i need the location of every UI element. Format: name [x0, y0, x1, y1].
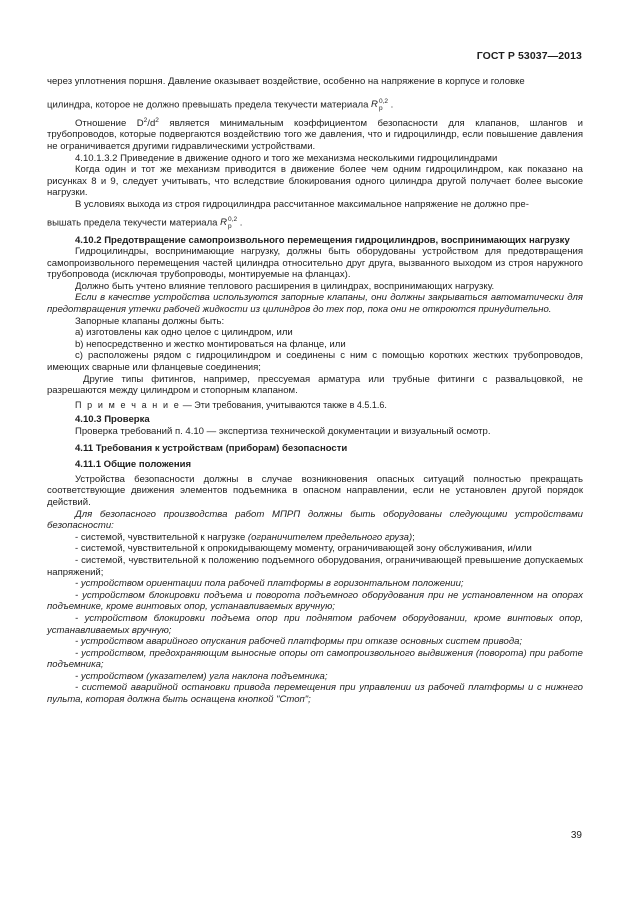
- paragraph: В условиях выхода из строя гидроцилиндра рассчитанное максимальное напряжение не должно пре-: [75, 198, 529, 210]
- document-body: [47, 76, 583, 706]
- text-italic: (ограничителем предельного груза): [247, 531, 413, 543]
- clause-4-10-1-3-2: 4.10.1.3.2 Приведение в движение одного и того же механизма несколькими гидроцилиндрами: [75, 152, 498, 164]
- list-item-a: а) изготовлены как одно целое с цилиндром, или: [75, 327, 293, 339]
- text: - системой, чувствительной к нагрузке: [75, 531, 248, 543]
- formula-sup: 0,2: [378, 97, 388, 105]
- superscript: 2: [143, 116, 148, 124]
- list-item-b: b) непосредственно и жестко монтироваться на фланце, или: [75, 338, 346, 350]
- text: цилиндра, которое не должно превышать предела текучести материала: [47, 99, 369, 111]
- list-item: - системой, чувствительной к опрокидывающему моменту, ограничивающей зону обслуживания, и/или: [75, 543, 532, 555]
- paragraph: вышать предела текучести материала R 0,2 р .: [47, 215, 243, 230]
- list-item-italic: - устройством (указателем) угла наклона подъемника;: [75, 670, 328, 682]
- paragraph: Запорные клапаны должны быть:: [75, 315, 225, 327]
- paragraph: Гидроцилиндры, воспринимающие нагрузку, должны быть оборудованы устройством для предотвращения самопроизвольного перемещения частей цилиндра относительно друг друга, вызванного выходом из строя наружного трубопровода (исключая трубопроводы, монтируемые на фланцах).: [47, 246, 583, 281]
- section-heading-4-11-1: 4.11.1 Общие положения: [75, 459, 192, 471]
- text: /d: [147, 117, 156, 129]
- list-item-italic: - устройством блокировки подъема и поворота подъемного оборудования при не установленном на опорах подъемнике, кроме винтовых опор, устанавливаемых вручную;: [47, 589, 583, 613]
- paragraph: цилиндра, которое не должно превышать предела текучести материала R 0,2 р .: [47, 97, 394, 112]
- list-item-c: c) расположены рядом с гидроцилиндром и соединены с ним с помощью коротких жестких трубопроводов, имеющих сварные или фланцевые соединения;: [47, 350, 583, 374]
- section-heading-4-11: 4.11 Требования к устройствам (приборам) безопасности: [75, 442, 348, 454]
- page-number: 39: [570, 830, 582, 841]
- superscript: 2: [155, 116, 159, 124]
- list-item: [47, 532, 583, 544]
- list-item: - системой, чувствительной к положению подъемного оборудования, ограничивающей превышение допускаемых напряжений;: [47, 554, 583, 578]
- text: Отношение D: [75, 117, 144, 129]
- formula-sub: р: [378, 104, 383, 112]
- note-label: П р и м е ч а н и е: [75, 399, 181, 410]
- formula-symbol: R: [220, 217, 228, 229]
- formula-symbol: R: [371, 99, 378, 111]
- list-item-italic: - устройством аварийного опускания рабочей платформы при отказе основных систем привода;: [75, 636, 523, 648]
- formula-yield-strength: [371, 99, 388, 110]
- note-text: — Эти требования, учитываются также в 4.5.1.6.: [180, 399, 387, 410]
- formula-yield-strength: [220, 217, 237, 228]
- section-heading-4-10-2: 4.10.2 Предотвращение самопроизвольного перемещения гидроцилиндров, воспринимающих нагрузку: [75, 234, 570, 246]
- paragraph: Устройства безопасности должны в случае возникновения опасных ситуаций полностью прекращать соответствующие движения элементов подъемника в опасном направлении, если не установлен другой порядок действий.: [47, 473, 583, 508]
- paragraph: Проверка требований п. 4.10 — экспертиза технической документации и визуальный осмотр.: [75, 426, 491, 438]
- formula-sub: р: [228, 222, 232, 230]
- list-item-italic: - устройством блокировки подъема опор при поднятом рабочем оборудовании, кроме винтовых опор, устанавливаемых вручную;: [47, 612, 583, 636]
- list-item-italic: - устройством ориентации пола рабочей платформы в горизонтальном положении;: [75, 578, 464, 590]
- paragraph-italic: Если в качестве устройства используются запорные клапаны, они должны закрываться автоматически для предотвращения утечки рабочей жидкости из цилиндров до тех пор, пока они не откроются принудительно.: [47, 292, 583, 316]
- paragraph-italic: Для безопасного производства работ МПРП должны быть оборудованы следующими устройствами безопасности:: [47, 508, 583, 532]
- text: ;: [412, 531, 415, 543]
- paragraph: Когда один и тот же механизм приводится в движение более чем одним гидроцилиндром, как показано на рисунках 8 и 9, следует учитывать, что вследствие блокирования одного цилиндра другой получает более высокие нагрузки.: [47, 164, 583, 199]
- note: [47, 400, 583, 412]
- section-heading-4-10-3: 4.10.3 Проверка: [75, 414, 150, 426]
- text: является минимальным коэффициентом безопасности для клапанов, шлангов и трубопроводов, которые подвергаются воздействию того же давления, что и гидроцилиндр, если повышение давления не ограничивается другими гидравлическими устройствами.: [47, 117, 583, 152]
- list-item-italic: - системой аварийной остановки привода перемещения при управлении из рабочей платформы и с нижнего пульта, которая должна быть оснащена кнопкой "Стоп";: [47, 682, 583, 706]
- paragraph: Другие типы фитингов, например, прессуемая арматура или трубные фитинги с развальцовкой, не разрешаются между цилиндром и стопорным клапаном.: [47, 373, 583, 397]
- paragraph: Должно быть учтено влияние теплового расширения в цилиндрах, воспринимающих нагрузку.: [75, 280, 495, 292]
- standard-header: ГОСТ Р 53037—2013: [476, 50, 582, 62]
- paragraph: через уплотнения поршня. Давление оказывает воздействие, особенно на напряжение в корпусе и головке: [47, 76, 525, 87]
- list-item-italic: - устройством, предохраняющим выносные опоры от самопроизвольного выдвижения (поворота) при работе подъемника;: [47, 647, 583, 671]
- formula-sup: 0,2: [228, 215, 238, 223]
- paragraph: [47, 115, 583, 153]
- text: вышать предела текучести материала: [47, 217, 218, 229]
